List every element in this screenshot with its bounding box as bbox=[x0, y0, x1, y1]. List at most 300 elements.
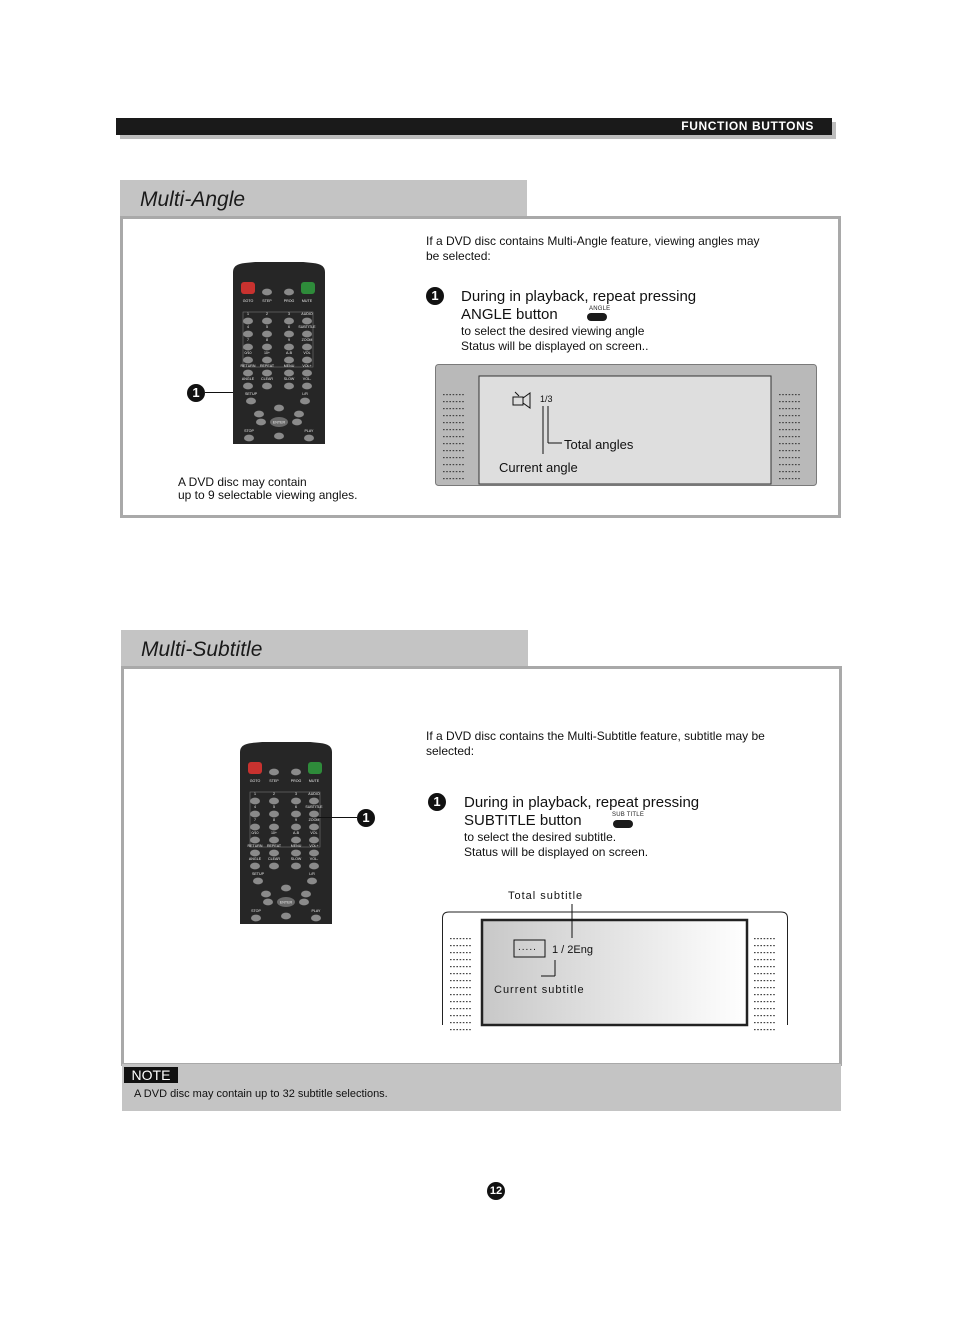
remote-button bbox=[284, 370, 294, 377]
speaker-dot bbox=[782, 443, 784, 444]
remote-button bbox=[243, 344, 253, 351]
remote-label: 0/10 bbox=[244, 351, 252, 355]
remote-label: GOTO bbox=[249, 779, 261, 783]
remote-button bbox=[243, 318, 253, 325]
remote-button bbox=[300, 398, 310, 405]
remote-button bbox=[251, 915, 261, 922]
remote-button bbox=[302, 370, 312, 377]
speaker-dot bbox=[792, 457, 794, 458]
speaker-dot bbox=[757, 1001, 759, 1002]
speaker-dot bbox=[792, 450, 794, 451]
remote-button bbox=[269, 798, 279, 805]
speaker-dot bbox=[456, 1008, 458, 1009]
speaker-dot bbox=[770, 945, 772, 946]
speaker-dot bbox=[453, 959, 455, 960]
speaker-dot bbox=[757, 952, 759, 953]
speaker-dot bbox=[798, 429, 800, 430]
speaker-dot bbox=[770, 952, 772, 953]
remote-label: SLOW bbox=[283, 377, 295, 381]
speaker-dot bbox=[770, 938, 772, 939]
speaker-dot bbox=[446, 394, 448, 395]
speaker-dot bbox=[469, 938, 471, 939]
speaker-dot bbox=[757, 945, 759, 946]
speaker-dot bbox=[770, 973, 772, 974]
speaker-dot bbox=[449, 471, 451, 472]
speaker-dot bbox=[773, 987, 775, 988]
remote-button bbox=[262, 370, 272, 377]
speaker-dot bbox=[764, 1008, 766, 1009]
speaker-dot bbox=[792, 408, 794, 409]
speaker-dot bbox=[456, 401, 458, 402]
speaker-dot bbox=[754, 1022, 756, 1023]
speaker-dot bbox=[453, 408, 455, 409]
speaker-left bbox=[450, 938, 471, 1030]
speaker-dot bbox=[798, 457, 800, 458]
remote-button bbox=[269, 824, 279, 831]
speaker-dot bbox=[462, 450, 464, 451]
speaker-dot bbox=[469, 973, 471, 974]
speaker-dot bbox=[446, 429, 448, 430]
speaker-dot bbox=[456, 952, 458, 953]
remote-button bbox=[291, 798, 301, 805]
remote-label: 4 bbox=[254, 805, 256, 809]
speaker-dot bbox=[463, 973, 465, 974]
remote-label: VOL bbox=[303, 351, 311, 355]
speaker-dot bbox=[453, 952, 455, 953]
speaker-dot bbox=[770, 1029, 772, 1030]
remote-button bbox=[256, 419, 266, 426]
subtitle-osd-current-label: Current subtitle bbox=[494, 984, 585, 996]
remote-label: AUDIO bbox=[301, 312, 313, 316]
speaker-dot bbox=[754, 959, 756, 960]
speaker-dot bbox=[469, 980, 471, 981]
speaker-dot bbox=[782, 394, 784, 395]
speaker-dot bbox=[789, 422, 791, 423]
remote-button bbox=[250, 798, 260, 805]
multi-subtitle-tab bbox=[121, 630, 528, 666]
speaker-dot bbox=[449, 401, 451, 402]
remote-button bbox=[269, 769, 279, 776]
speaker-dot bbox=[789, 443, 791, 444]
speaker-dot bbox=[453, 994, 455, 995]
subtitle-button-caption: SUB TITLE bbox=[612, 812, 645, 818]
speaker-dot bbox=[795, 478, 797, 479]
remote-button bbox=[284, 383, 294, 390]
speaker-dot bbox=[760, 959, 762, 960]
speaker-dot bbox=[443, 464, 445, 465]
speaker-dot bbox=[460, 959, 462, 960]
speaker-dot bbox=[785, 408, 787, 409]
remote-label: ANGLE bbox=[248, 857, 262, 861]
speaker-dot bbox=[462, 394, 464, 395]
speaker-dot bbox=[459, 443, 461, 444]
speaker-dot bbox=[459, 415, 461, 416]
speaker-dot bbox=[798, 478, 800, 479]
speaker-dot bbox=[453, 945, 455, 946]
speaker-dot bbox=[453, 422, 455, 423]
speaker-dot bbox=[773, 1008, 775, 1009]
speaker-dot bbox=[757, 959, 759, 960]
remote-button bbox=[243, 357, 253, 364]
speaker-dot bbox=[463, 1029, 465, 1030]
subtitle-step-line3: to select the desired subtitle. bbox=[464, 830, 617, 844]
speaker-dot bbox=[767, 945, 769, 946]
speaker-dot bbox=[789, 464, 791, 465]
speaker-dot bbox=[795, 429, 797, 430]
speaker-dot bbox=[466, 987, 468, 988]
speaker-dot bbox=[466, 1001, 468, 1002]
speaker-dot bbox=[446, 408, 448, 409]
speaker-dot bbox=[456, 938, 458, 939]
speaker-dot bbox=[764, 952, 766, 953]
speaker-dot bbox=[463, 987, 465, 988]
speaker-dot bbox=[789, 415, 791, 416]
speaker-dot bbox=[456, 471, 458, 472]
speaker-dot bbox=[754, 1001, 756, 1002]
speaker-dot bbox=[463, 1015, 465, 1016]
speaker-dot bbox=[446, 464, 448, 465]
speaker-dot bbox=[453, 1029, 455, 1030]
speaker-dot bbox=[782, 415, 784, 416]
remote-label: ZOOM bbox=[301, 338, 313, 342]
remote-label: L/R bbox=[302, 392, 308, 396]
callout-leader bbox=[205, 392, 233, 393]
speaker-dot bbox=[456, 1029, 458, 1030]
speaker-dot bbox=[795, 443, 797, 444]
speaker-dot bbox=[466, 1029, 468, 1030]
speaker-dot bbox=[770, 994, 772, 995]
speaker-dot bbox=[798, 471, 800, 472]
speaker-dot bbox=[782, 401, 784, 402]
speaker-dot bbox=[456, 966, 458, 967]
speaker-dot bbox=[456, 457, 458, 458]
speaker-dot bbox=[767, 1029, 769, 1030]
speaker-dot bbox=[779, 415, 781, 416]
speaker-dot bbox=[443, 436, 445, 437]
remote-button bbox=[262, 357, 272, 364]
remote-button bbox=[309, 850, 319, 857]
speaker-dot bbox=[760, 980, 762, 981]
speaker-dot bbox=[443, 471, 445, 472]
speaker-dot bbox=[446, 401, 448, 402]
speaker-dot bbox=[764, 945, 766, 946]
remote-label: MENU bbox=[290, 844, 302, 848]
speaker-dot bbox=[764, 973, 766, 974]
speaker-dot bbox=[767, 987, 769, 988]
speaker-dot bbox=[456, 436, 458, 437]
speaker-dot bbox=[789, 471, 791, 472]
remote-button bbox=[284, 331, 294, 338]
speaker-dot bbox=[773, 973, 775, 974]
remote-label: 4 bbox=[247, 325, 249, 329]
speaker-dot bbox=[770, 980, 772, 981]
remote-button bbox=[262, 344, 272, 351]
remote-label: VOL- bbox=[302, 377, 312, 381]
remote-label: ZOOM bbox=[308, 818, 320, 822]
speaker-dot bbox=[449, 394, 451, 395]
speaker-dot bbox=[469, 1001, 471, 1002]
speaker-dot bbox=[466, 973, 468, 974]
remote-label: 6 bbox=[288, 325, 290, 329]
remote-callout-1-subtitle: 1 bbox=[357, 809, 375, 827]
speaker-dot bbox=[773, 1022, 775, 1023]
remote-label: 6 bbox=[295, 805, 297, 809]
speaker-dot bbox=[754, 973, 756, 974]
subtitle-step-line2: SUBTITLE button bbox=[464, 812, 582, 829]
speaker-dot bbox=[463, 952, 465, 953]
remote-label: 3 bbox=[288, 312, 290, 316]
remote-label: 10+ bbox=[263, 351, 271, 355]
speaker-dot bbox=[782, 471, 784, 472]
speaker-dot bbox=[459, 478, 461, 479]
speaker-dot bbox=[462, 429, 464, 430]
speaker-dot bbox=[770, 959, 772, 960]
speaker-dot bbox=[469, 1008, 471, 1009]
speaker-dot bbox=[764, 994, 766, 995]
remote-label: CLEAR bbox=[268, 857, 280, 861]
speaker-dot bbox=[773, 1001, 775, 1002]
speaker-dot bbox=[450, 952, 452, 953]
speaker-dot bbox=[795, 436, 797, 437]
remote-label: 2 bbox=[273, 792, 275, 796]
speaker-dot bbox=[450, 987, 452, 988]
speaker-dot bbox=[792, 415, 794, 416]
subtitle-button-icon bbox=[613, 820, 633, 828]
speaker-dot bbox=[443, 408, 445, 409]
speaker-dot bbox=[449, 429, 451, 430]
speaker-dot bbox=[459, 401, 461, 402]
speaker-dot bbox=[450, 959, 452, 960]
speaker-dot bbox=[453, 1022, 455, 1023]
speaker-dot bbox=[767, 980, 769, 981]
speaker-dot bbox=[462, 401, 464, 402]
remote-label: 3 bbox=[295, 792, 297, 796]
speaker-dot bbox=[459, 450, 461, 451]
speaker-dot bbox=[462, 443, 464, 444]
speaker-dot bbox=[757, 938, 759, 939]
speaker-dot bbox=[795, 408, 797, 409]
subtitle-tv-screen bbox=[441, 904, 789, 1034]
note-label: NOTE bbox=[124, 1067, 178, 1083]
speaker-dot bbox=[764, 1022, 766, 1023]
remote-button bbox=[254, 411, 264, 418]
remote-label: SETUP bbox=[252, 872, 264, 876]
remote-label: 7 bbox=[247, 338, 249, 342]
speaker-dot bbox=[460, 987, 462, 988]
speaker-dot bbox=[792, 464, 794, 465]
speaker-dot bbox=[456, 394, 458, 395]
speaker-dot bbox=[792, 436, 794, 437]
remote-label: REPEAT bbox=[266, 844, 282, 848]
speaker-dot bbox=[785, 401, 787, 402]
remote-button bbox=[302, 318, 312, 325]
angle-tv-screen bbox=[435, 364, 817, 486]
speaker-dot bbox=[757, 987, 759, 988]
remote-label: PROG bbox=[290, 779, 302, 783]
angle-step-line3: to select the desired viewing angle bbox=[461, 324, 645, 338]
speaker-dot bbox=[443, 429, 445, 430]
speaker-dot bbox=[456, 959, 458, 960]
speaker-dot bbox=[779, 464, 781, 465]
remote-button bbox=[262, 318, 272, 325]
speaker-dot bbox=[456, 1015, 458, 1016]
speaker-dot bbox=[760, 1001, 762, 1002]
speaker-dot bbox=[469, 966, 471, 967]
speaker-dot bbox=[459, 429, 461, 430]
remote-label: 8 bbox=[273, 818, 275, 822]
remote-button bbox=[262, 289, 272, 296]
speaker-dot bbox=[760, 973, 762, 974]
remote-label: RETURN bbox=[240, 364, 256, 368]
speaker-dot bbox=[760, 966, 762, 967]
speaker-dot bbox=[456, 415, 458, 416]
speaker-dot bbox=[795, 457, 797, 458]
speaker-dot bbox=[757, 1008, 759, 1009]
speaker-dot bbox=[798, 422, 800, 423]
note-text: A DVD disc may contain up to 32 subtitle selections. bbox=[134, 1088, 388, 1100]
speaker-dot bbox=[792, 471, 794, 472]
speaker-dot bbox=[757, 1029, 759, 1030]
remote-button bbox=[281, 913, 291, 920]
speaker-dot bbox=[754, 1029, 756, 1030]
subtitle-step-line1: During in playback, repeat pressing bbox=[464, 794, 700, 811]
speaker-dot bbox=[469, 1022, 471, 1023]
speaker-dot bbox=[453, 471, 455, 472]
speaker-dot bbox=[785, 394, 787, 395]
speaker-dot bbox=[449, 478, 451, 479]
remote-label: MUTE bbox=[308, 779, 320, 783]
speaker-dot bbox=[462, 436, 464, 437]
speaker-dot bbox=[443, 394, 445, 395]
speaker-dot bbox=[446, 415, 448, 416]
page-number: 12 bbox=[487, 1182, 505, 1200]
speaker-dot bbox=[460, 980, 462, 981]
speaker-dot bbox=[443, 478, 445, 479]
speaker-dot bbox=[767, 994, 769, 995]
remote-button bbox=[292, 419, 302, 426]
speaker-dot bbox=[760, 1022, 762, 1023]
subtitle-osd-total-label: Total subtitle bbox=[508, 890, 584, 902]
speaker-dot bbox=[770, 1001, 772, 1002]
speaker-dot bbox=[453, 450, 455, 451]
speaker-dot bbox=[792, 394, 794, 395]
speaker-dot bbox=[449, 464, 451, 465]
speaker-dot bbox=[463, 994, 465, 995]
speaker-dot bbox=[773, 1029, 775, 1030]
speaker-dot bbox=[460, 1008, 462, 1009]
speaker-dot bbox=[795, 422, 797, 423]
speaker-dot bbox=[792, 478, 794, 479]
speaker-dot bbox=[798, 394, 800, 395]
remote-label: 5 bbox=[266, 325, 268, 329]
remote-label: AUDIO bbox=[308, 792, 320, 796]
remote-label: 2 bbox=[266, 312, 268, 316]
speaker-dot bbox=[462, 415, 464, 416]
speaker-dot bbox=[446, 478, 448, 479]
angle-step-line1: During in playback, repeat pressing bbox=[461, 288, 697, 305]
speaker-dot bbox=[782, 429, 784, 430]
speaker-dot bbox=[443, 450, 445, 451]
speaker-dot bbox=[779, 478, 781, 479]
speaker-dot bbox=[764, 980, 766, 981]
speaker-dot bbox=[453, 464, 455, 465]
remote-button bbox=[274, 433, 284, 440]
speaker-dot bbox=[779, 408, 781, 409]
remote-button bbox=[291, 850, 301, 857]
remote-label: SUBTITLE bbox=[298, 325, 316, 329]
speaker-dot bbox=[446, 471, 448, 472]
speaker-dot bbox=[466, 1008, 468, 1009]
speaker-dot bbox=[779, 429, 781, 430]
remote-label: 1 bbox=[254, 792, 256, 796]
speaker-dot bbox=[754, 980, 756, 981]
speaker-dot bbox=[795, 471, 797, 472]
speaker-dot bbox=[469, 959, 471, 960]
speaker-dot bbox=[456, 945, 458, 946]
remote-callout-1: 1 bbox=[187, 384, 205, 402]
speaker-dot bbox=[463, 945, 465, 946]
speaker-dot bbox=[754, 938, 756, 939]
header-title: FUNCTION BUTTONS bbox=[681, 119, 814, 133]
speaker-dot bbox=[779, 401, 781, 402]
remote-button bbox=[250, 837, 260, 844]
angle-step-line4: Status will be displayed on screen.. bbox=[461, 339, 649, 353]
remote-button bbox=[253, 878, 263, 885]
speaker-dot bbox=[782, 464, 784, 465]
remote-label: SLOW bbox=[290, 857, 302, 861]
speaker-dot bbox=[450, 938, 452, 939]
speaker-dot bbox=[446, 436, 448, 437]
speaker-dot bbox=[767, 966, 769, 967]
speaker-dot bbox=[767, 1022, 769, 1023]
remote-button bbox=[284, 357, 294, 364]
speaker-dot bbox=[453, 987, 455, 988]
angle-osd-value: 1/3 bbox=[540, 394, 553, 404]
remote-button bbox=[309, 863, 319, 870]
remote-button bbox=[291, 863, 301, 870]
speaker-dot bbox=[767, 1008, 769, 1009]
remote-label: L/R bbox=[309, 872, 315, 876]
remote-button bbox=[263, 899, 273, 906]
speaker-dot bbox=[450, 966, 452, 967]
speaker-dot bbox=[446, 443, 448, 444]
speaker-dot bbox=[754, 952, 756, 953]
speaker-dot bbox=[798, 443, 800, 444]
speaker-dot bbox=[443, 457, 445, 458]
speaker-dot bbox=[789, 478, 791, 479]
speaker-dot bbox=[463, 938, 465, 939]
speaker-dot bbox=[760, 952, 762, 953]
speaker-dot bbox=[757, 994, 759, 995]
remote-button bbox=[250, 850, 260, 857]
speaker-dot bbox=[449, 408, 451, 409]
speaker-dot bbox=[453, 457, 455, 458]
speaker-dot bbox=[767, 973, 769, 974]
speaker-dot bbox=[456, 1022, 458, 1023]
remote-control-angle bbox=[225, 262, 335, 444]
speaker-dot bbox=[466, 1015, 468, 1016]
speaker-dot bbox=[754, 966, 756, 967]
remote-label: 9 bbox=[295, 818, 297, 822]
speaker-dot bbox=[460, 1022, 462, 1023]
speaker-dot bbox=[456, 429, 458, 430]
speaker-dot bbox=[459, 471, 461, 472]
speaker-dot bbox=[789, 450, 791, 451]
remote-label: PLAY bbox=[304, 429, 314, 433]
remote-label: STOP bbox=[244, 429, 254, 433]
speaker-dot bbox=[764, 966, 766, 967]
speaker-dot bbox=[453, 938, 455, 939]
